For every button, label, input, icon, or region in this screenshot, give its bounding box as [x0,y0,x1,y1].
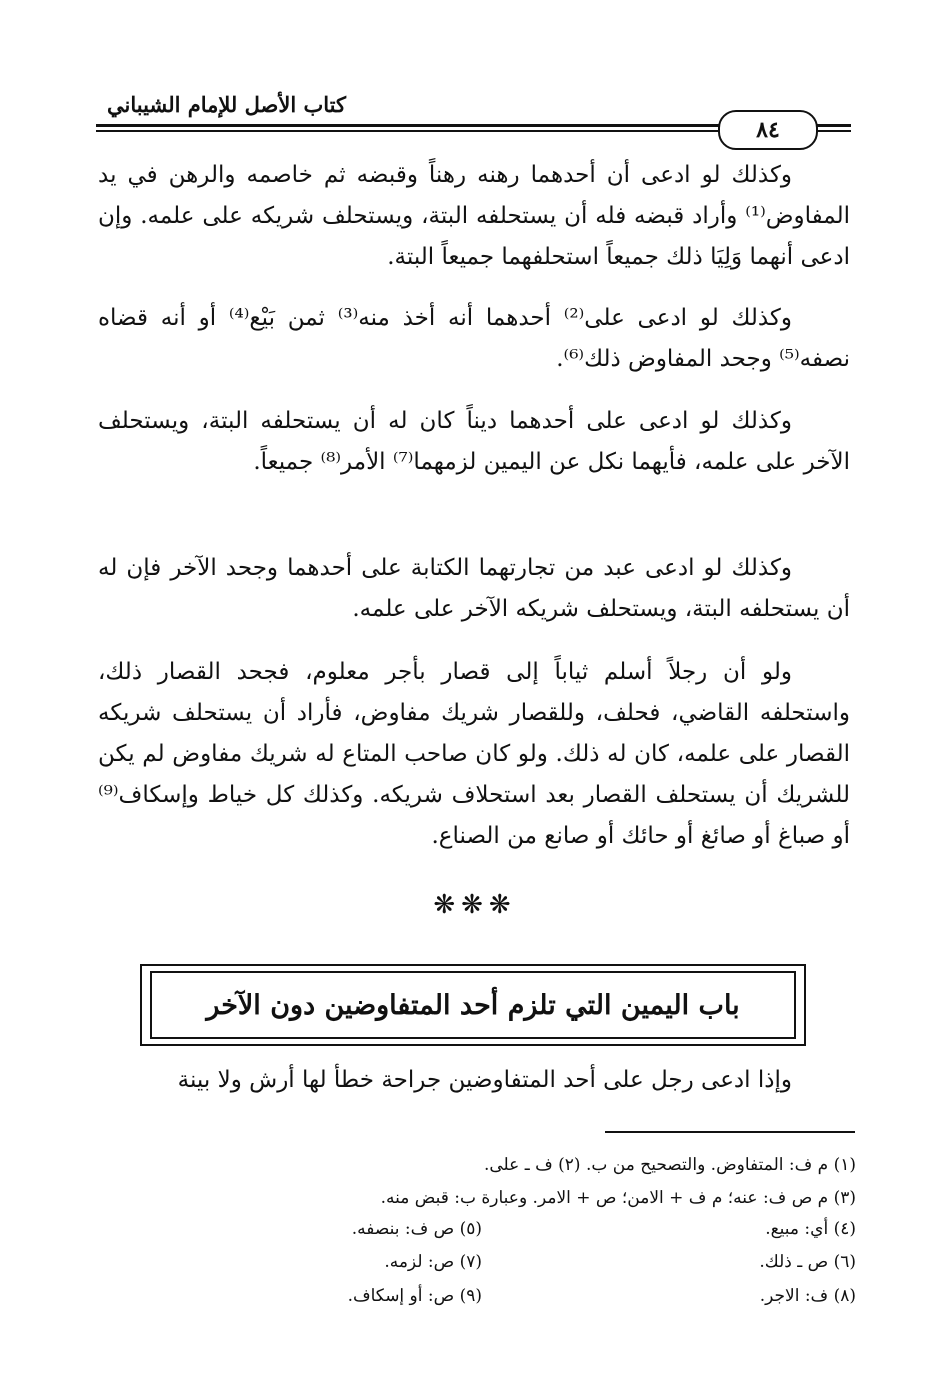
paragraph-3 [98,401,850,483]
paragraph-6 [98,1060,850,1101]
page-number-text: ٨٤ [756,117,780,143]
chapter-title-text: باب اليمين التي تلزم أحد المتفاوضين دون الآخر [206,989,740,1021]
footnote-1-2: (١) م ف: المتفاوض. والتصحيح من ب. (٢) ف ـ على. [483,1155,856,1175]
footnote-separator [605,1131,855,1133]
paragraph-4 [98,548,850,630]
paragraph-5 [98,652,850,857]
footnote-8: (٨) ف: الاجر. [759,1286,856,1306]
footnote-6: (٦) ص ـ ذلك. [759,1252,856,1272]
footnote-3: (٣) م ص ف: عنه؛ م ف + الامن؛ ص + الامر. وعبارة ب: قبض منه. [380,1188,856,1208]
paragraph-2 [98,298,850,380]
page-number [718,110,818,150]
paragraph-5-text: ولو أن رجلاً أسلم ثياباً إلى قصار بأجر معلوم، فجحد القصار ذلك، واستحلفه القاضي، فحلف، وللقصار شريك مفاوض، فأراد أن يستحلف شريكه القصار على علمه، كان له ذلك. ولو كان صاحب المتاع له شريك مفاوض لم يكن للشريك أن يستحلف القصار بعد استحلاف شريكه. وكذلك كل خياط وإسكاف⁽⁹⁾ أو صباغ أو صائغ أو حائك أو صانع من الصناع. [98,659,850,849]
paragraph-1-text: وكذلك لو ادعى أن أحدهما رهنه رهناً وقبضه ثم خاصمه والرهن في يد المفاوض⁽¹⁾ وأراد قبضه فله أن يستحلفه البتة، ويستحلف شريكه على علمه. وإن ادعى أنهما وَلِيَا ذلك جميعاً استحلفهما جميعاً البتة. [98,162,850,270]
paragraph-3-text: وكذلك لو ادعى على أحدهما ديناً كان له أن يستحلفه البتة، ويستحلف الآخر على علمه، فأيهما نكل عن اليمين لزمهما⁽⁷⁾ الأمر⁽⁸⁾ جميعاً. [98,408,850,475]
paragraph-6-text: وإذا ادعى رجل على أحد المتفاوضين جراحة خطأ لها أرش ولا بينة [177,1067,792,1093]
footnote-4: (٤) أي: مبيع. [765,1219,856,1239]
footnote-5: (٥) ص ف: بنصفه. [351,1219,482,1239]
running-title: كتاب الأصل للإمام الشيباني [107,92,346,117]
paragraph-1 [98,155,850,278]
footnote-7: (٧) ص: لزمه. [384,1252,482,1272]
chapter-title [150,971,796,1039]
footnote-9: (٩) ص: أو إسكاف. [347,1286,482,1306]
paragraph-4-text: وكذلك لو ادعى عبد من تجارتهما الكتابة على أحدهما وجحد الآخر فإن له أن يستحلفه البتة، ويستحلف شريكه الآخر على علمه. [98,555,850,622]
paragraph-2-text: وكذلك لو ادعى على⁽²⁾ أحدهما أنه أخذ منه⁽³⁾ ثمن بَيْع⁽⁴⁾ أو أنه قضاه نصفه⁽⁵⁾ وجحد المفاوض ذلك⁽⁶⁾. [98,305,850,372]
section-ornament: ❋❋❋ [433,890,517,920]
